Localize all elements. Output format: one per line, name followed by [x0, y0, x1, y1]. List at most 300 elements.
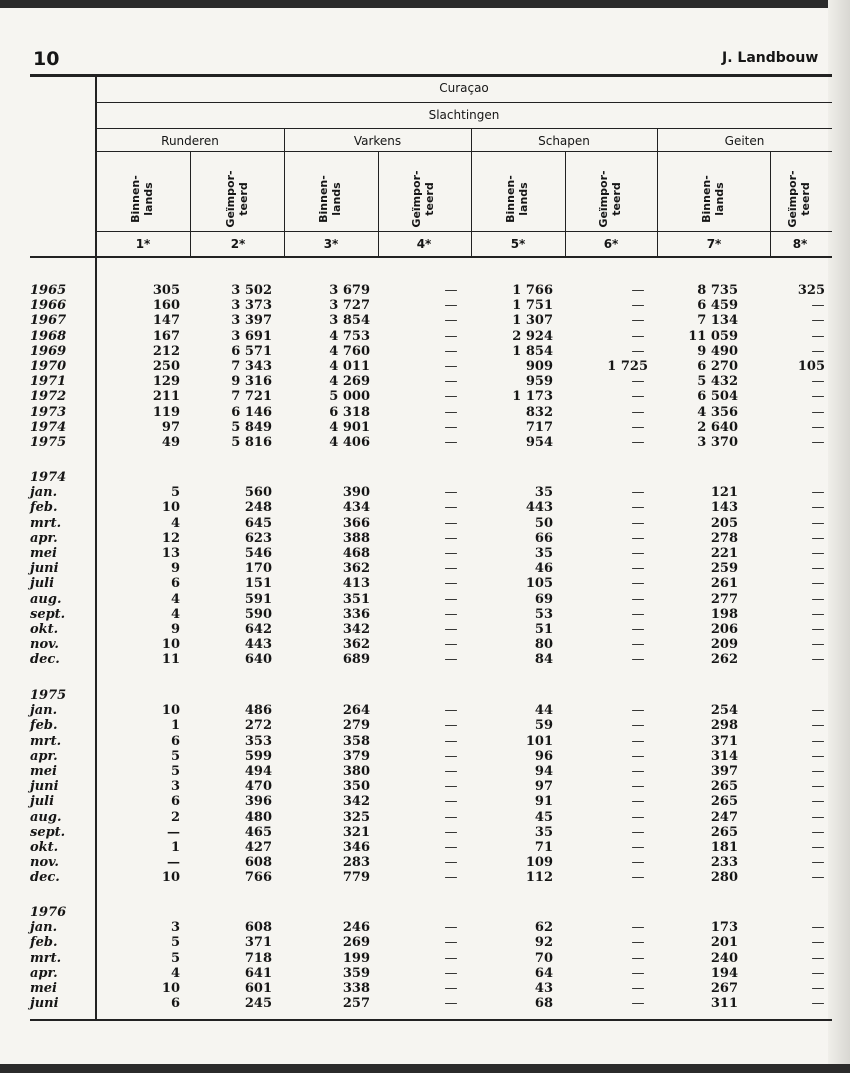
column-number: 1* [135, 237, 151, 251]
cell-value: 254 [710, 703, 738, 719]
row-label: sept. [30, 606, 66, 622]
cell-value: 279 [342, 718, 370, 734]
row-label: 1974 [30, 419, 67, 435]
bottom-border [0, 1064, 850, 1073]
rule-groups [96, 151, 832, 152]
cell-value: 623 [244, 530, 272, 546]
cell-value: — [167, 855, 180, 871]
subhead-line: teerd [237, 182, 250, 216]
cell-value: 250 [152, 359, 180, 374]
subhead-geimporteerd [786, 164, 814, 234]
cell-value: 480 [244, 809, 272, 825]
cell-value: 49 [161, 435, 180, 450]
subhead-geimporteerd [410, 164, 438, 234]
cell-value: 69 [534, 591, 553, 607]
cell-value: 147 [152, 313, 180, 329]
subhead-line: Binnen- [504, 175, 517, 223]
row-label: feb. [30, 718, 58, 734]
subhead-geimporteerd [224, 164, 252, 234]
cell-dash: — [444, 419, 458, 435]
cell-value: 4 [170, 515, 180, 531]
cell-value: 80 [534, 637, 553, 653]
cell-value: 199 [342, 950, 370, 966]
cell-value: 397 [710, 764, 738, 779]
cell-dash: — [444, 283, 458, 298]
row-label: apr. [30, 965, 58, 981]
cell-value: 641 [244, 965, 272, 981]
cell-value: 7 343 [231, 359, 272, 374]
cell-dash: — [631, 733, 645, 749]
cell-dash: — [811, 546, 825, 561]
cell-value: 546 [244, 546, 272, 561]
cell-value: 717 [525, 419, 553, 435]
row-label: apr. [30, 748, 58, 764]
cell-value: 109 [525, 855, 553, 871]
subhead-binnenlands [129, 164, 157, 234]
cell-value: 350 [342, 779, 370, 795]
cell-dash: — [631, 637, 645, 653]
cell-dash: — [631, 840, 645, 855]
cell-dash: — [811, 313, 825, 329]
cell-value: 2 640 [697, 419, 738, 435]
cell-dash: — [631, 435, 645, 450]
subhead-binnenlands [317, 164, 345, 234]
cell-value: 9 490 [697, 343, 738, 359]
cell-value: 5 816 [231, 435, 272, 450]
cell-dash: — [444, 561, 458, 577]
row-label: jan. [30, 703, 58, 719]
cell-value: 9 [170, 622, 180, 637]
cell-dash: — [444, 328, 458, 344]
cell-value: 325 [342, 809, 370, 825]
rule-top [30, 74, 832, 77]
cell-dash: — [811, 404, 825, 420]
subhead-line: Geïmpor- [410, 170, 423, 228]
subhead-binnenlands [700, 164, 728, 234]
cell-value: 62 [534, 920, 553, 936]
row-label: mrt. [30, 515, 62, 531]
row-label: nov. [30, 637, 59, 653]
cell-dash: — [444, 404, 458, 420]
cell-dash: — [811, 374, 825, 390]
cell-value: 121 [710, 485, 738, 501]
row-label: 1973 [30, 404, 67, 420]
cell-value: 5 [170, 935, 180, 951]
cell-dash: — [444, 637, 458, 653]
row-label: juli [30, 794, 55, 810]
subhead-line: lands [713, 182, 726, 216]
cell-value: 4 406 [329, 435, 370, 450]
cell-value: 6 459 [697, 298, 738, 314]
cell-value: 151 [244, 576, 272, 592]
cell-value: 351 [342, 591, 370, 607]
cell-dash: — [811, 435, 825, 450]
cell-value: 766 [244, 870, 272, 886]
cell-value: 245 [244, 996, 272, 1012]
cell-value: 170 [244, 561, 272, 577]
cell-value: 1 [170, 718, 180, 734]
cell-value: 97 [161, 419, 180, 435]
region-heading: Curaçao [439, 81, 489, 95]
cell-value: 5 [170, 748, 180, 764]
cell-dash: — [811, 748, 825, 764]
column-number: 3* [323, 237, 339, 251]
cell-value: 173 [710, 920, 738, 936]
cell-dash: — [811, 996, 825, 1012]
cell-value: 112 [525, 870, 553, 886]
cell-dash: — [811, 935, 825, 951]
cell-value: 7 134 [697, 313, 738, 329]
cell-value: 338 [342, 981, 370, 996]
cell-dash: — [444, 733, 458, 749]
column-number: 4* [416, 237, 432, 251]
cell-value: 298 [710, 718, 738, 734]
cell-value: 321 [342, 824, 370, 840]
cell-value: 342 [342, 622, 370, 637]
block-1975-year-label: 1975 [30, 688, 67, 703]
running-head: J. Landbouw [722, 50, 819, 66]
cell-dash: — [631, 652, 645, 668]
cell-value: 181 [710, 840, 738, 855]
cell-value: 247 [710, 809, 738, 825]
cell-value: 4 [170, 591, 180, 607]
cell-dash: — [811, 733, 825, 749]
cell-dash: — [811, 855, 825, 871]
cell-dash: — [811, 840, 825, 855]
subhead-line: Geïmpor- [224, 170, 237, 228]
cell-value: 261 [710, 576, 738, 592]
cell-value: 4 011 [329, 359, 370, 374]
cell-value: 96 [534, 748, 553, 764]
cell-value: 92 [534, 935, 553, 951]
cell-value: 11 [161, 652, 180, 668]
rule-sub-1 [378, 151, 379, 258]
cell-dash: — [444, 343, 458, 359]
row-label: apr. [30, 530, 58, 546]
cell-value: 59 [534, 718, 553, 734]
cell-value: 642 [244, 622, 272, 637]
cell-dash: — [811, 703, 825, 719]
cell-dash: — [631, 996, 645, 1012]
cell-value: 143 [710, 500, 738, 516]
cell-value: 277 [710, 591, 738, 607]
cell-value: 608 [244, 920, 272, 936]
cell-dash: — [631, 530, 645, 546]
cell-value: 4 269 [329, 374, 370, 390]
cell-value: 3 373 [231, 298, 272, 314]
cell-value: 264 [342, 703, 370, 719]
cell-value: 371 [244, 935, 272, 951]
cell-dash: — [631, 561, 645, 577]
cell-value: 325 [797, 283, 825, 298]
cell-value: 380 [342, 764, 370, 779]
column-number: 8* [792, 237, 808, 251]
cell-value: 6 571 [231, 343, 272, 359]
cell-value: 6 146 [231, 404, 272, 420]
cell-value: 248 [244, 500, 272, 516]
cell-value: 6 [170, 733, 180, 749]
cell-value: 201 [710, 935, 738, 951]
cell-dash: — [444, 870, 458, 886]
cell-value: 468 [342, 546, 370, 561]
cell-value: 129 [152, 374, 180, 390]
subhead-line: teerd [610, 182, 623, 216]
cell-value: 346 [342, 840, 370, 855]
cell-dash: — [811, 485, 825, 501]
cell-value: 718 [244, 950, 272, 966]
cell-value: 119 [152, 404, 180, 420]
cell-dash: — [631, 500, 645, 516]
cell-dash: — [811, 561, 825, 577]
cell-value: 10 [161, 870, 180, 886]
cell-dash: — [444, 515, 458, 531]
cell-value: 1 854 [512, 343, 553, 359]
cell-dash: — [444, 748, 458, 764]
cell-dash: — [631, 546, 645, 561]
cell-value: 4 760 [329, 343, 370, 359]
cell-value: 342 [342, 794, 370, 810]
cell-dash: — [444, 920, 458, 936]
subhead-line: Binnen- [317, 175, 330, 223]
cell-value: 257 [342, 996, 370, 1012]
cell-value: 640 [244, 652, 272, 668]
subhead-line: teerd [799, 182, 812, 216]
cell-value: 97 [534, 779, 553, 795]
cell-value: 3 727 [329, 298, 370, 314]
cell-dash: — [444, 981, 458, 996]
cell-dash: — [631, 283, 645, 298]
row-label: okt. [30, 622, 59, 637]
cell-value: 3 854 [329, 313, 370, 329]
cell-dash: — [444, 935, 458, 951]
cell-value: 45 [534, 809, 553, 825]
cell-value: 494 [244, 764, 272, 779]
cell-dash: — [444, 435, 458, 450]
cell-dash: — [631, 870, 645, 886]
rule-stub [95, 74, 97, 1021]
rule-bottom [30, 1019, 832, 1021]
group-schapen: Schapen [538, 134, 590, 148]
row-label: 1971 [30, 374, 67, 390]
cell-dash: — [444, 530, 458, 546]
cell-value: 66 [534, 530, 553, 546]
cell-value: 5 849 [231, 419, 272, 435]
cell-value: 259 [710, 561, 738, 577]
cell-value: 2 924 [512, 328, 553, 344]
column-number: 6* [603, 237, 619, 251]
cell-value: 267 [710, 981, 738, 996]
cell-value: 205 [710, 515, 738, 531]
cell-value: 560 [244, 485, 272, 501]
cell-dash: — [444, 389, 458, 405]
cell-dash: — [631, 298, 645, 314]
group-runderen: Runderen [161, 134, 219, 148]
subhead-line: Binnen- [700, 175, 713, 223]
row-label: okt. [30, 840, 59, 855]
cell-dash: — [444, 824, 458, 840]
cell-dash: — [811, 779, 825, 795]
cell-dash: — [444, 298, 458, 314]
cell-value: 3 [170, 779, 180, 795]
cell-value: 599 [244, 748, 272, 764]
row-label: mei [30, 981, 57, 996]
row-label: mei [30, 546, 57, 561]
row-label: juni [30, 779, 59, 795]
cell-dash: — [811, 950, 825, 966]
cell-value: 167 [152, 328, 180, 344]
row-label: juni [30, 996, 59, 1012]
category-heading: Slachtingen [428, 108, 500, 122]
cell-value: 371 [710, 733, 738, 749]
cell-value: 366 [342, 515, 370, 531]
rule-sub-2 [565, 151, 566, 258]
cell-dash: — [811, 606, 825, 622]
row-label: jan. [30, 485, 58, 501]
cell-dash: — [811, 500, 825, 516]
cell-value: 6 [170, 576, 180, 592]
cell-value: 198 [710, 606, 738, 622]
row-label: aug. [30, 591, 62, 607]
cell-value: 396 [244, 794, 272, 810]
cell-value: 35 [534, 485, 553, 501]
cell-dash: — [631, 515, 645, 531]
cell-dash: — [444, 996, 458, 1012]
cell-value: 68 [534, 996, 553, 1012]
cell-value: 590 [244, 606, 272, 622]
cell-dash: — [811, 870, 825, 886]
cell-value: 954 [525, 435, 553, 450]
cell-value: 46 [534, 561, 553, 577]
cell-dash: — [811, 965, 825, 981]
cell-dash: — [631, 950, 645, 966]
cell-dash: — [631, 374, 645, 390]
cell-value: 434 [342, 500, 370, 516]
cell-value: 94 [534, 764, 553, 779]
cell-value: 388 [342, 530, 370, 546]
cell-value: 265 [710, 794, 738, 810]
cell-dash: — [631, 485, 645, 501]
cell-value: 6 [170, 996, 180, 1012]
cell-value: 390 [342, 485, 370, 501]
cell-dash: — [811, 515, 825, 531]
cell-value: 8 735 [697, 283, 738, 298]
cell-value: 358 [342, 733, 370, 749]
cell-value: 209 [710, 637, 738, 653]
cell-dash: — [631, 389, 645, 405]
row-label: feb. [30, 935, 58, 951]
cell-dash: — [811, 419, 825, 435]
cell-dash: — [444, 576, 458, 592]
row-label: 1967 [30, 313, 67, 329]
cell-value: 305 [152, 283, 180, 298]
row-label: juli [30, 576, 55, 592]
cell-dash: — [444, 622, 458, 637]
cell-dash: — [631, 419, 645, 435]
group-geiten: Geiten [724, 134, 765, 148]
cell-dash: — [444, 794, 458, 810]
row-label: 1972 [30, 389, 67, 405]
cell-dash: — [444, 606, 458, 622]
cell-dash: — [444, 855, 458, 871]
rule-header-bottom [30, 256, 832, 258]
column-number: 5* [510, 237, 526, 251]
cell-value: 212 [152, 343, 180, 359]
row-label: mei [30, 764, 57, 779]
cell-dash: — [811, 591, 825, 607]
subhead-line: teerd [423, 182, 436, 216]
subhead-line: Binnen- [129, 175, 142, 223]
cell-value: 3 370 [697, 435, 738, 450]
cell-value: 5 [170, 485, 180, 501]
cell-dash: — [631, 779, 645, 795]
cell-dash: — [444, 652, 458, 668]
cell-dash: — [631, 313, 645, 329]
cell-value: 262 [710, 652, 738, 668]
cell-value: 4 753 [329, 328, 370, 344]
group-varkens: Varkens [353, 134, 402, 148]
cell-dash: — [811, 824, 825, 840]
cell-dash: — [811, 718, 825, 734]
cell-value: 3 [170, 920, 180, 936]
subhead-line: Geïmpor- [597, 170, 610, 228]
row-label: feb. [30, 500, 58, 516]
cell-value: 645 [244, 515, 272, 531]
row-label: dec. [30, 652, 60, 668]
cell-dash: — [631, 809, 645, 825]
row-label: 1968 [30, 328, 67, 344]
cell-dash: — [631, 703, 645, 719]
cell-value: 10 [161, 637, 180, 653]
cell-value: 608 [244, 855, 272, 871]
row-label: 1970 [30, 359, 67, 374]
cell-value: 6 504 [697, 389, 738, 405]
cell-value: 443 [244, 637, 272, 653]
cell-dash: — [631, 855, 645, 871]
cell-dash: — [444, 965, 458, 981]
subhead-line: Geïmpor- [786, 170, 799, 228]
cell-value: 6 270 [697, 359, 738, 374]
cell-dash: — [811, 794, 825, 810]
cell-value: 194 [710, 965, 738, 981]
cell-value: 11 059 [688, 328, 738, 344]
cell-dash: — [631, 764, 645, 779]
cell-dash: — [444, 500, 458, 516]
cell-value: 1 766 [512, 283, 553, 298]
cell-value: 5 [170, 764, 180, 779]
cell-value: 909 [525, 359, 553, 374]
cell-value: 959 [525, 374, 553, 390]
cell-value: 240 [710, 950, 738, 966]
row-label: 1965 [30, 283, 67, 298]
cell-value: 9 [170, 561, 180, 577]
cell-value: 278 [710, 530, 738, 546]
cell-value: 779 [342, 870, 370, 886]
cell-dash: — [631, 935, 645, 951]
row-label: jan. [30, 920, 58, 936]
cell-value: 486 [244, 703, 272, 719]
cell-value: 601 [244, 981, 272, 996]
cell-value: 1 751 [512, 298, 553, 314]
cell-dash: — [444, 546, 458, 561]
cell-value: 160 [152, 298, 180, 314]
cell-dash: — [631, 794, 645, 810]
cell-value: 689 [342, 652, 370, 668]
cell-dash: — [631, 606, 645, 622]
row-label: 1969 [30, 343, 67, 359]
cell-value: 832 [525, 404, 553, 420]
rule-region [96, 102, 832, 103]
cell-value: 591 [244, 591, 272, 607]
